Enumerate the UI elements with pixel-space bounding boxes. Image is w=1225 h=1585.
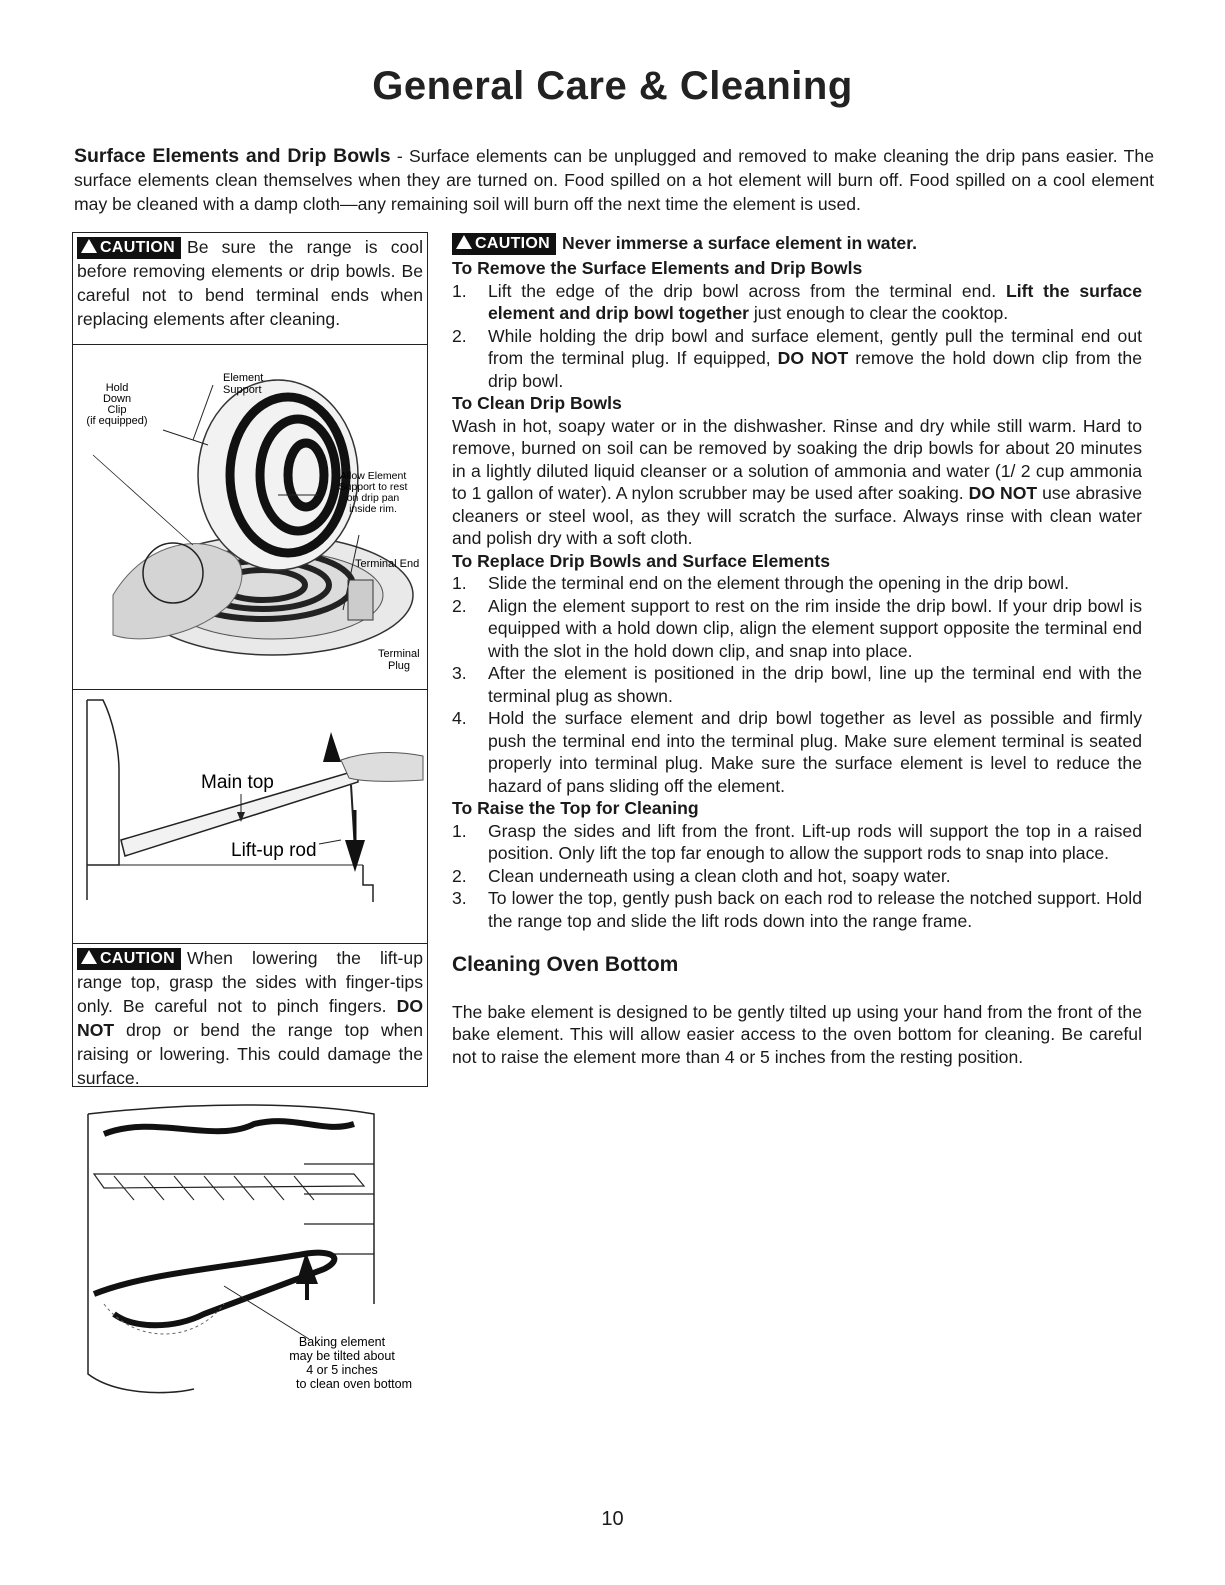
- caution-badge: CAUTION: [77, 237, 181, 259]
- label-clip: Clip: [107, 404, 127, 416]
- caption-line-3: 4 or 5 inches: [306, 1363, 378, 1377]
- label-hold: Hold: [105, 382, 129, 394]
- heading-oven-bottom: Cleaning Oven Bottom: [452, 953, 679, 976]
- label-terminal-end: Terminal End: [355, 558, 420, 570]
- list-item: 2. Align the element support to rest on the rim inside the drip bowl. If your drip bowl is equipped with a hold down clip, align the element support opposite the terminal end with the slot in the hold down clip, and snap into place.: [452, 595, 1142, 661]
- label-terminal: Terminal: [378, 648, 420, 660]
- clean-paragraph: Wash in hot, soapy water or in the dishwasher. Rinse and dry while still warm. Hard to remove, burned on soil can be removed by soaking the drip bowls for about 20 minutes in a lightly diluted liquid cleanser or a solution of ammonia and water (1/ 2 cup ammonia to 1 gallon of water). A nylon scrubber may be used after soaking. DO NOT use abrasive cleaners or steel wool, as they will scratch the surface. Always rinse with clean water and polish dry with a soft cloth.: [452, 415, 1142, 548]
- list-item: 3. To lower the top, gently push back on each rod to release the notched support. Hold the range top and slide the lift rods down into the range frame.: [452, 888, 1142, 931]
- label-allow-element: Allow Element: [339, 470, 407, 482]
- label-support-to-rest: Support to rest: [338, 481, 408, 493]
- label-lift-up-rod: Lift-up rod: [231, 840, 317, 861]
- label-on-drip-pan: on drip pan: [346, 492, 400, 504]
- warning-icon: [456, 235, 472, 249]
- heading-raise: To Raise the Top for Cleaning: [452, 798, 699, 818]
- caption-line-2: may be tilted about: [289, 1349, 395, 1363]
- list-item: 3. After the element is positioned in the drip bowl, line up the terminal end with the terminal plug as shown.: [452, 663, 1142, 706]
- list-item: 2. While holding the drip bowl and surface element, gently pull the terminal end out from the terminal plug. If equipped, DO NOT remove the hold down clip from the drip bowl.: [452, 325, 1142, 391]
- caution-text: When lowering the lift-up range top, grasp the sides with finger-tips only. Be careful not to pinch fingers.: [77, 948, 423, 1016]
- label-inside-rim: inside rim.: [349, 503, 397, 515]
- caution-immerse: [452, 232, 1142, 255]
- remove-steps: [452, 280, 1142, 393]
- oven-paragraph: The bake element is designed to be gently tilted up using your hand from the front of the bake element. This will allow easier access to the oven bottom for cleaning. Be careful not to raise the element more than 4 or 5 inches from the resting position.: [452, 1001, 1142, 1067]
- page-number: 10: [601, 1508, 624, 1530]
- caution-text: Never immerse a surface element in water.: [561, 233, 917, 253]
- list-item: 1. Slide the terminal end on the element through the opening in the drip bowl.: [452, 573, 1069, 593]
- label-plug: Plug: [388, 660, 411, 672]
- heading-clean: To Clean Drip Bowls: [452, 393, 622, 413]
- caution-text: Be sure the range is cool before removing elements or drip bowls. Be careful not to bend terminal ends when replacing elements after cleaning.: [77, 237, 423, 329]
- heading-remove: To Remove the Surface Elements and Drip Bowls: [452, 258, 863, 278]
- label-element: Element: [223, 372, 264, 384]
- list-item: 2. Clean underneath using a clean cloth and hot, soapy water.: [452, 865, 951, 886]
- label-main-top: Main top: [201, 772, 274, 793]
- caution-box-lift-up: [72, 943, 428, 1087]
- intro-paragraph: [74, 144, 1154, 216]
- label-support: Support: [223, 384, 262, 396]
- caution-badge: CAUTION: [77, 948, 181, 970]
- figure-oven-bottom: [74, 1104, 428, 1404]
- intro-text: - Surface elements can be unplugged and removed to make cleaning the drip pans easier. The surface elements clean themselves when they are turned on. Food spilled on a hot element will burn off. Food spilled on a cool element may be cleaned with a damp cloth—any remaining soil will burn off the next time the element is used.: [74, 146, 1154, 214]
- caution-text-after: drop or bend the range top when raising or lowering. This could damage the surface.: [77, 1020, 423, 1088]
- raise-steps: [452, 820, 1142, 933]
- oven-bake-element-illustration: [74, 1104, 428, 1404]
- caption-line-4: to clean oven bottom: [295, 1377, 413, 1391]
- right-column: [452, 232, 1142, 1068]
- heading-replace: To Replace Drip Bowls and Surface Elements: [452, 550, 831, 571]
- figure-surface-element: [72, 344, 428, 690]
- replace-steps: [452, 572, 1142, 797]
- label-if-equipped: (if equipped): [86, 415, 148, 427]
- warning-icon: [81, 950, 97, 964]
- page-title: General Care & Cleaning: [372, 64, 853, 108]
- label-down: Down: [102, 393, 132, 405]
- lift-up-top-illustration: [73, 690, 427, 943]
- caption-line-1: Baking element: [298, 1335, 386, 1349]
- figure-lift-up-top: [72, 689, 428, 944]
- list-item: 1. Grasp the sides and lift from the front. Lift-up rods will support the top in a raised position. Only lift the top far enough to allow the support rods to snap into place.: [452, 820, 1142, 863]
- surface-element-illustration: [73, 345, 427, 689]
- list-item: 1. Lift the edge of the drip bowl across from the terminal end. Lift the surface element and drip bowl together just enough to clear the cooktop.: [452, 280, 1142, 323]
- caution-badge: CAUTION: [452, 233, 556, 255]
- caution-do-not: DO NOT: [77, 996, 423, 1040]
- caution-box-cool: [72, 232, 428, 345]
- intro-heading: Surface Elements and Drip Bowls: [74, 145, 391, 167]
- list-item: 4. Hold the surface element and drip bowl together as level as possible and firmly push the terminal end into the terminal plug. Make sure element terminal is seated properly into terminal plug. Make sure the surface element is level to reduce the hazard of pans sliding off the element.: [452, 708, 1142, 796]
- warning-icon: [81, 239, 97, 253]
